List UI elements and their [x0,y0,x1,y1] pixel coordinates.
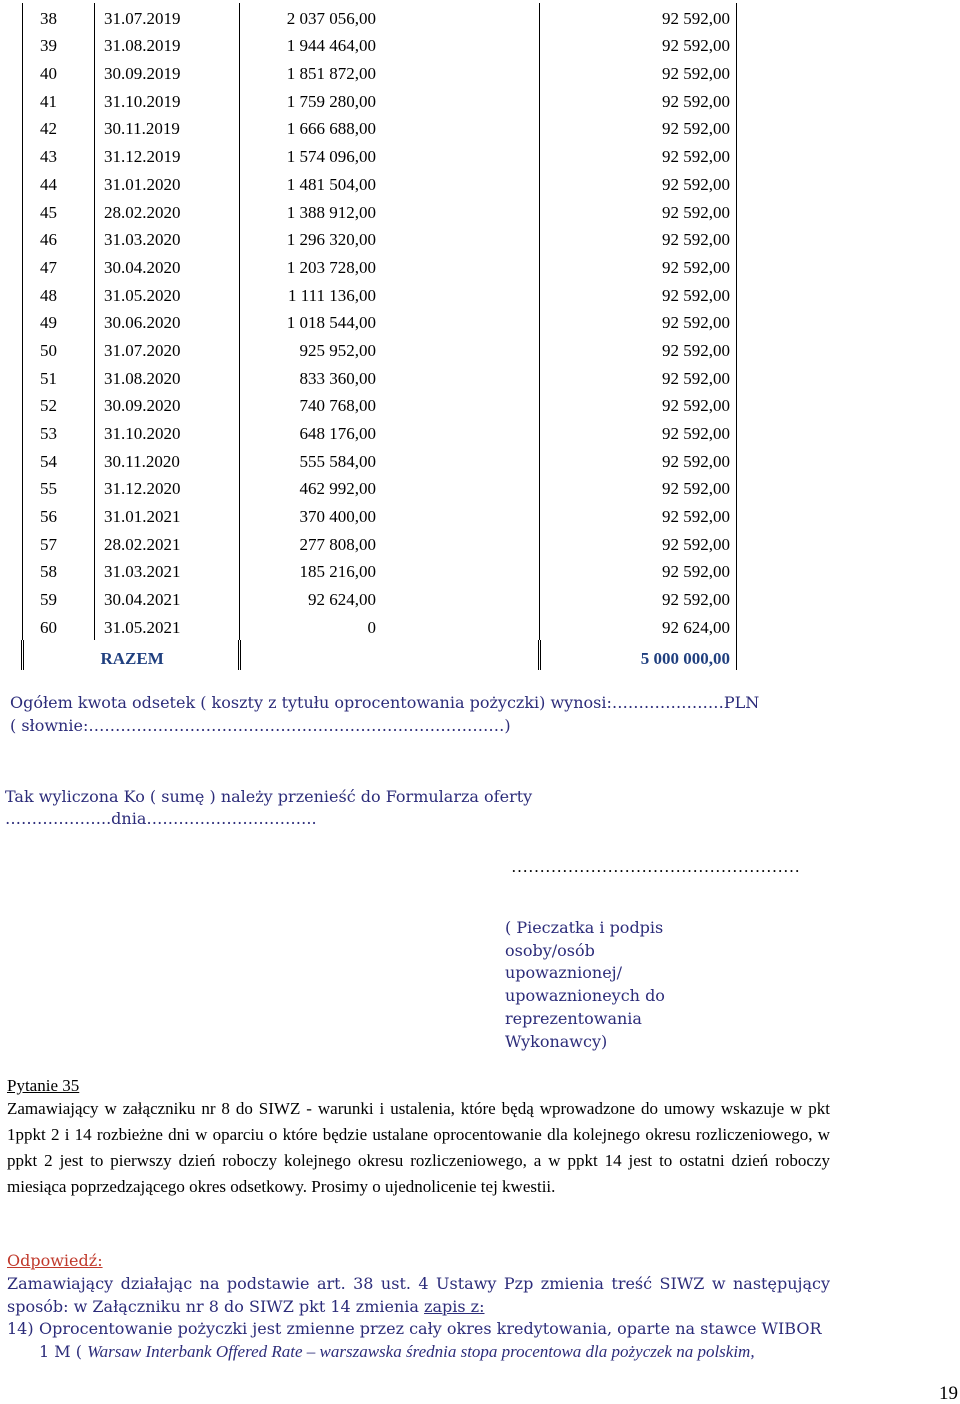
row-number-cell: 60 [23,612,95,640]
installment-cell: 92 592,00 [540,197,737,225]
signature-caption-line: reprezentowania [505,1008,642,1028]
answer-intro-text: Zamawiający działając na podstawie art. 38 ust. 4 Ustawy Pzp zmienia treść SIWZ w następujący sposób: w Załączniku nr 8 do SIWZ pkt 14 zmienia [7,1274,830,1316]
answer-intro-underlined: zapis z: [424,1296,485,1316]
table-row [23,418,737,446]
table-row [23,225,737,253]
table-row [23,31,737,59]
date-cell: 31.01.2020 [95,169,240,197]
date-cell: 31.12.2020 [95,474,240,502]
total-empty-cell [240,640,540,670]
page-number: 19 [939,1383,958,1404]
installment-cell: 92 592,00 [540,418,737,446]
amount-cell: 1 296 320,00 [240,225,540,253]
date-cell: 31.08.2019 [95,31,240,59]
installment-cell: 92 592,00 [540,280,737,308]
table-row [23,557,737,585]
amount-cell: 925 952,00 [240,335,540,363]
row-number-cell: 42 [23,114,95,142]
row-number-cell: 45 [23,197,95,225]
row-number-cell: 41 [23,86,95,114]
amount-cell: 0 [240,612,540,640]
installment-cell: 92 592,00 [540,3,737,31]
row-number-cell: 56 [23,501,95,529]
amount-cell: 1 481 504,00 [240,169,540,197]
date-cell: 31.07.2020 [95,335,240,363]
row-number-cell: 46 [23,225,95,253]
signature-caption-line: Wykonawcy) [505,1031,608,1051]
amount-cell: 370 400,00 [240,501,540,529]
signature-caption-line: ( Pieczatka i podpis [505,918,664,937]
amount-cell: 1 203 728,00 [240,252,540,280]
installment-cell: 92 592,00 [540,363,737,391]
row-number-cell: 47 [23,252,95,280]
table-row [23,446,737,474]
answer-item-line1: Oprocentowanie pożyczki jest zmienne przez cały okres kredytowania, oparte na stawce WIBOR [39,1319,822,1338]
table-row [23,363,737,391]
row-number-cell: 58 [23,557,95,585]
table-row [23,86,737,114]
table-row [23,308,737,336]
row-number-cell: 39 [23,31,95,59]
amount-cell: 1 388 912,00 [240,197,540,225]
table-row [23,280,737,308]
date-cell: 31.03.2021 [95,557,240,585]
interest-words-line: ( słownie:……………………………………………………………………) [10,716,511,735]
table-row [23,3,737,31]
date-cell: 31.10.2019 [95,86,240,114]
signature-caption-line: upowaznionej/ [505,963,623,983]
installment-cell: 92 592,00 [540,308,737,336]
answer-item-14 [7,1318,837,1363]
installment-cell: 92 592,00 [540,31,737,59]
installment-cell: 92 592,00 [540,114,737,142]
row-number-cell: 57 [23,529,95,557]
row-number-cell: 38 [23,3,95,31]
installment-cell: 92 592,00 [540,557,737,585]
amount-cell: 1 666 688,00 [240,114,540,142]
date-cell: 30.04.2021 [95,584,240,612]
table-row [23,584,737,612]
date-cell: 30.09.2020 [95,391,240,419]
question-body: Zamawiający w załączniku nr 8 do SIWZ - warunki i ustalenia, które będą wprowadzone do umowy wskazuje w pkt 1ppkt 2 i 14 rozbieżne dni w oparciu o które będzie ustalane oprocentowanie dla kolejnego okresu rozliczeniowego, w ppkt 2 jest to pierwszy dzień roboczy kolejnego okresu rozliczeniowego, a w ppkt 14 jest to ostatni dzień roboczy miesiąca poprzedzającego okres odsetkowy. Prosimy o ujednolicenie tej kwestii. [7,1099,830,1196]
date-cell: 31.10.2020 [95,418,240,446]
table-row [23,501,737,529]
amount-cell: 740 768,00 [240,391,540,419]
table-total-row [23,640,737,670]
installment-cell: 92 592,00 [540,86,737,114]
repayment-schedule-body [23,3,737,670]
total-value-cell: 5 000 000,00 [540,640,737,670]
amount-cell: 1 759 280,00 [240,86,540,114]
total-label-cell: RAZEM [100,648,164,668]
amount-cell: 462 992,00 [240,474,540,502]
amount-cell: 648 176,00 [240,418,540,446]
date-cell: 31.07.2019 [95,3,240,31]
installment-cell: 92 592,00 [540,474,737,502]
table-row [23,252,737,280]
answer-title: Odpowiedź: [7,1251,103,1270]
installment-cell: 92 592,00 [540,252,737,280]
row-number-cell: 44 [23,169,95,197]
transfer-instruction: Tak wyliczona Ko ( sumę ) należy przenieść do Formularza oferty [5,787,533,806]
row-number-cell: 50 [23,335,95,363]
row-number-cell: 48 [23,280,95,308]
signature-dots: …………………………………………… [511,857,800,876]
table-row [23,612,737,640]
table-row [23,141,737,169]
row-number-cell: 40 [23,58,95,86]
amount-cell: 277 808,00 [240,529,540,557]
row-number-cell: 43 [23,141,95,169]
row-number-cell: 52 [23,391,95,419]
amount-cell: 2 037 056,00 [240,3,540,31]
date-cell: 31.03.2020 [95,225,240,253]
date-line: ………………..dnia………………………….. [5,809,317,828]
date-cell: 28.02.2020 [95,197,240,225]
answer-item-number: 14) [7,1319,34,1338]
amount-cell: 1 111 136,00 [240,280,540,308]
installment-cell: 92 592,00 [540,169,737,197]
repayment-schedule-table [21,3,737,670]
row-number-cell: 59 [23,584,95,612]
date-cell: 31.05.2020 [95,280,240,308]
installment-cell: 92 592,00 [540,141,737,169]
date-cell: 28.02.2021 [95,529,240,557]
installment-cell: 92 592,00 [540,529,737,557]
row-number-cell: 51 [23,363,95,391]
row-number-cell: 53 [23,418,95,446]
table-row [23,197,737,225]
row-number-cell: 55 [23,474,95,502]
signature-caption-line: upowaznioneych do [505,986,665,1006]
amount-cell: 92 624,00 [240,584,540,612]
installment-cell: 92 592,00 [540,391,737,419]
total-spacer-cell [23,640,95,670]
installment-cell: 92 592,00 [540,584,737,612]
answer-item-line2-start: 1 M ( [39,1341,88,1361]
table-row [23,58,737,86]
table-row [23,474,737,502]
amount-cell: 833 360,00 [240,363,540,391]
table-row [23,114,737,142]
row-number-cell: 54 [23,446,95,474]
installment-cell: 92 624,00 [540,612,737,640]
signature-caption [505,917,665,1053]
interest-total-line: Ogółem kwota odsetek ( koszty z tytułu oprocentowania pożyczki) wynosi:…………………PLN [10,693,760,712]
date-cell: 30.09.2019 [95,58,240,86]
amount-cell: 1 944 464,00 [240,31,540,59]
amount-cell: 1 574 096,00 [240,141,540,169]
date-cell: 31.05.2021 [95,612,240,640]
date-cell: 31.12.2019 [95,141,240,169]
installment-cell: 92 592,00 [540,501,737,529]
table-row [23,169,737,197]
amount-cell: 185 216,00 [240,557,540,585]
date-cell: 30.04.2020 [95,252,240,280]
date-cell: 31.01.2021 [95,501,240,529]
installment-cell: 92 592,00 [540,58,737,86]
signature-caption-line: osoby/osób [505,940,595,960]
amount-cell: 1 018 544,00 [240,308,540,336]
question-title: Pytanie 35 [7,1076,80,1095]
amount-cell: 1 851 872,00 [240,58,540,86]
date-cell: 30.11.2019 [95,114,240,142]
date-cell: 31.08.2020 [95,363,240,391]
table-row [23,335,737,363]
table-row [23,391,737,419]
row-number-cell: 49 [23,308,95,336]
answer-item-line2 [7,1341,837,1364]
answer-item-line2-italic: Warsaw Interbank Offered Rate – warszawska średnia stopa procentowa dla pożyczek na polskim, [87,1341,755,1361]
answer-intro [7,1273,830,1318]
installment-cell: 92 592,00 [540,335,737,363]
installment-cell: 92 592,00 [540,446,737,474]
date-cell: 30.06.2020 [95,308,240,336]
date-cell: 30.11.2020 [95,446,240,474]
amount-cell: 555 584,00 [240,446,540,474]
installment-cell: 92 592,00 [540,225,737,253]
table-row [23,529,737,557]
